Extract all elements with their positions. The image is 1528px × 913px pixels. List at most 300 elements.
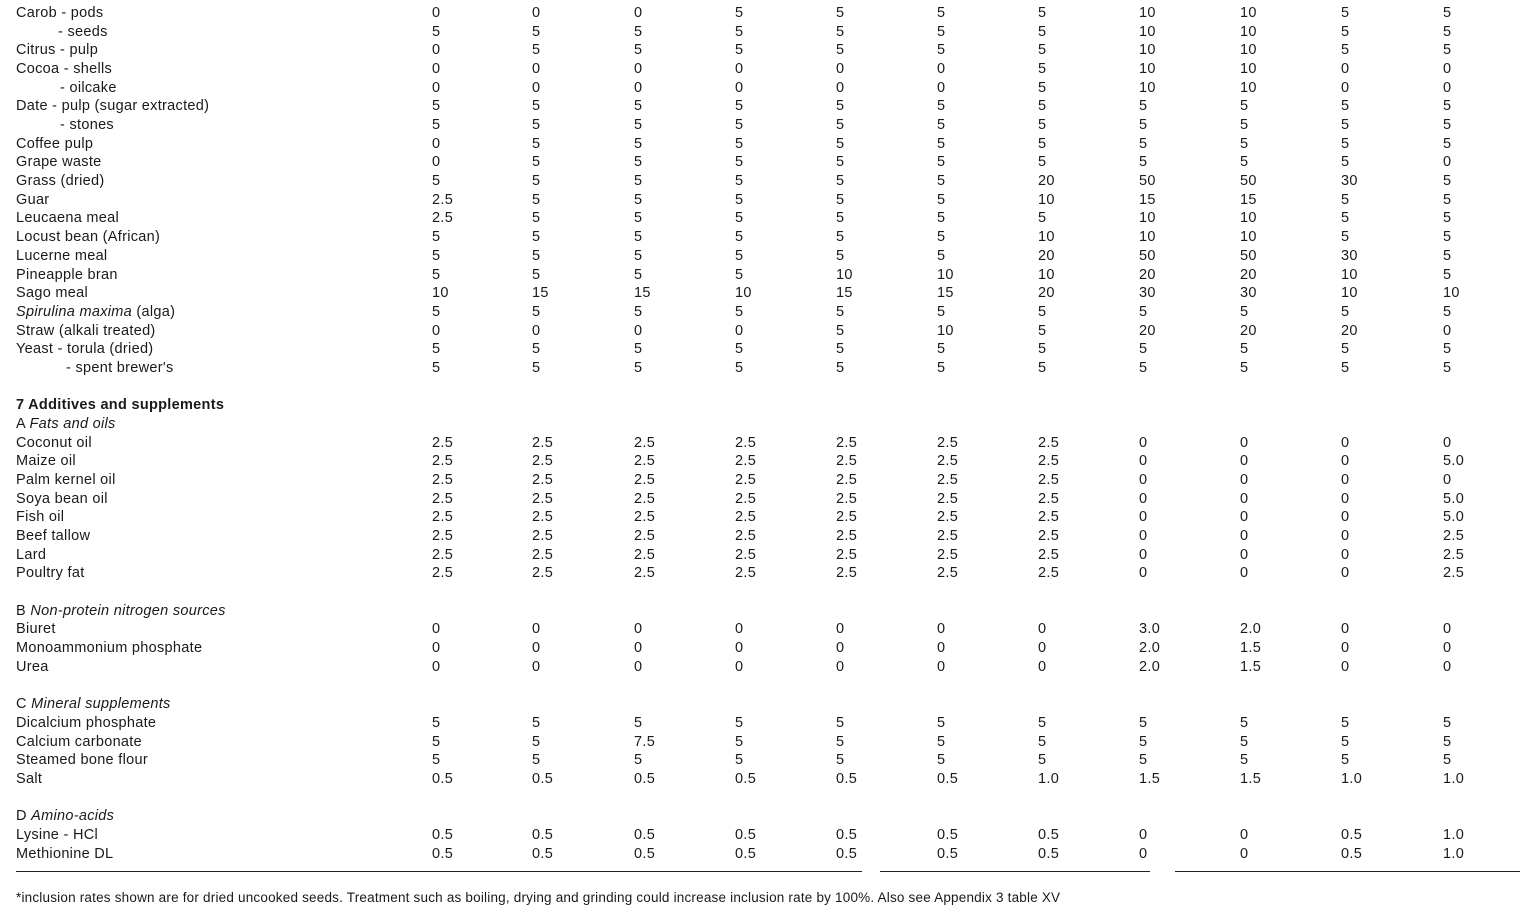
table-cell: 0 — [1139, 845, 1148, 862]
table-cell: 0 — [1443, 434, 1452, 451]
table-cell: 10 — [735, 285, 752, 302]
table-cell: 0.5 — [735, 845, 757, 862]
table-cell: 1.0 — [1443, 770, 1465, 787]
table-cell: 10 — [1139, 23, 1156, 40]
table-cell: 0.5 — [836, 770, 858, 787]
table-cell: 5 — [1139, 98, 1148, 115]
table-cell: 0 — [937, 658, 946, 675]
table-cell: 0 — [532, 79, 541, 96]
table-cell: 5 — [735, 23, 744, 40]
table-cell: 5 — [1341, 229, 1350, 246]
table-cell: 2.5 — [432, 191, 454, 208]
table-cell: 2.5 — [634, 453, 656, 470]
table-cell: 5 — [735, 752, 744, 769]
table-cell: 15 — [532, 285, 549, 302]
row-label: Urea — [16, 658, 49, 675]
table-cell: 5.0 — [1443, 453, 1465, 470]
table-cell: 5 — [1341, 23, 1350, 40]
table-cell: 5 — [735, 98, 744, 115]
table-cell: 5 — [532, 23, 541, 40]
table-cell: 2.5 — [432, 453, 454, 470]
table-cell: 5 — [1038, 42, 1047, 59]
row-label: Grape waste — [16, 154, 102, 171]
table-cell: 5 — [937, 229, 946, 246]
table-cell: 0.5 — [735, 770, 757, 787]
table-cell: 2.5 — [532, 509, 554, 526]
row-label: - seeds — [58, 23, 108, 40]
table-cell: 2.5 — [532, 546, 554, 563]
label-part: (alga) — [132, 303, 176, 320]
table-cell: 5 — [1038, 61, 1047, 78]
table-cell: 5 — [1038, 341, 1047, 358]
table-cell: 0 — [735, 658, 744, 675]
table-cell: 5 — [634, 210, 643, 227]
row-label: Yeast - torula (dried) — [16, 341, 154, 358]
table-cell: 0 — [1038, 640, 1047, 657]
table-cell: 5 — [937, 191, 946, 208]
table-cell: 0 — [836, 79, 845, 96]
table-cell: 5 — [1240, 98, 1249, 115]
table-cell: 0 — [1341, 546, 1350, 563]
table-cell: 2.5 — [432, 490, 454, 507]
row-label: Steamed bone flour — [16, 752, 148, 769]
table-cell: 5 — [1038, 322, 1047, 339]
table-cell: 2.5 — [937, 546, 959, 563]
sub-heading — [16, 602, 226, 621]
table-cell: 0 — [1139, 434, 1148, 451]
table-cell: 5 — [1240, 733, 1249, 750]
table-cell: 5 — [634, 42, 643, 59]
table-cell: 20 — [1038, 247, 1055, 264]
table-cell: 5 — [532, 117, 541, 134]
table-cell: 0 — [432, 640, 441, 657]
table-cell: 5 — [836, 229, 845, 246]
table-cell: 0.5 — [836, 845, 858, 862]
row-label: Salt — [16, 770, 43, 787]
table-cell: 1.5 — [1240, 770, 1262, 787]
section-heading: 7 Additives and supplements — [16, 397, 225, 414]
table-cell: 5 — [1341, 154, 1350, 171]
table-cell: 5 — [532, 42, 541, 59]
table-cell: 5 — [735, 229, 744, 246]
table-cell: 2.5 — [735, 546, 757, 563]
table-cell: 2.5 — [634, 528, 656, 545]
table-cell: 2.5 — [937, 490, 959, 507]
table-cell: 5 — [1139, 752, 1148, 769]
table-cell: 5 — [1443, 5, 1452, 21]
table-footnote: *inclusion rates shown are for dried uncooked seeds. Treatment such as boiling, drying and grinding could increase inclusion rate by 100%. Also see Appendix 3 table XV — [16, 890, 1061, 905]
table-cell: 5 — [836, 191, 845, 208]
label-part: Non-protein nitrogen sources — [30, 602, 226, 619]
table-cell: 5 — [937, 154, 946, 171]
table-cell: 5 — [1038, 359, 1047, 376]
table-cell: 2.5 — [836, 434, 858, 451]
table-cell: 5 — [937, 733, 946, 750]
row-label: Lucerne meal — [16, 247, 108, 264]
table-cell: 5 — [836, 210, 845, 227]
row-label: Date - pulp (sugar extracted) — [16, 98, 210, 115]
table-cell: 0 — [432, 135, 441, 152]
table-cell: 3.0 — [1139, 621, 1161, 638]
table-cell: 0 — [735, 79, 744, 96]
table-cell: 10 — [1240, 229, 1257, 246]
table-cell: 2.5 — [937, 509, 959, 526]
label-part: A — [16, 415, 30, 432]
table-cell: 0.5 — [432, 845, 454, 862]
table-cell: 5 — [1038, 23, 1047, 40]
table-cell: 5 — [1443, 359, 1452, 376]
table-cell: 0 — [532, 61, 541, 78]
table-cell: 20 — [1139, 322, 1156, 339]
table-cell: 0 — [937, 61, 946, 78]
table-cell: 5 — [937, 303, 946, 320]
table-cell: 0 — [532, 640, 541, 657]
table-cell: 5 — [937, 98, 946, 115]
table-cell: 50 — [1139, 247, 1156, 264]
table-cell: 0 — [1240, 528, 1249, 545]
table-cell: 0 — [1341, 79, 1350, 96]
table-cell: 20 — [1240, 266, 1257, 283]
table-cell: 2.5 — [1038, 565, 1060, 582]
table-cell: 2.5 — [1038, 528, 1060, 545]
table-cell: 1.5 — [1240, 640, 1262, 657]
table-cell: 2.5 — [937, 528, 959, 545]
table-cell: 0.5 — [735, 826, 757, 843]
row-label: Maize oil — [16, 453, 76, 470]
table-cell: 5 — [532, 341, 541, 358]
table-cell: 50 — [1139, 173, 1156, 190]
table-cell: 5 — [836, 98, 845, 115]
table-cell: 0.5 — [634, 770, 656, 787]
row-label: Pineapple bran — [16, 266, 118, 283]
table-cell: 5 — [1240, 117, 1249, 134]
table-cell: 0 — [432, 5, 441, 21]
table-cell: 10 — [836, 266, 853, 283]
table-cell: 5 — [735, 359, 744, 376]
table-cell: 0 — [1341, 621, 1350, 638]
table-cell: 0 — [937, 640, 946, 657]
table-cell: 5 — [1341, 752, 1350, 769]
row-label: Methionine DL — [16, 845, 114, 862]
table-cell: 5 — [836, 173, 845, 190]
table-cell: 5 — [1341, 359, 1350, 376]
table-cell: 5 — [1038, 733, 1047, 750]
table-cell: 5 — [1139, 303, 1148, 320]
table-cell: 0.5 — [432, 826, 454, 843]
table-cell: 2.5 — [634, 490, 656, 507]
table-cell: 5 — [937, 247, 946, 264]
table-cell: 5 — [1443, 173, 1452, 190]
table-cell: 5 — [1443, 42, 1452, 59]
table-cell: 1.0 — [1443, 845, 1465, 862]
table-cell: 0 — [1139, 490, 1148, 507]
label-part: C — [16, 696, 32, 713]
table-cell: 2.5 — [735, 565, 757, 582]
table-cell: 0 — [1240, 472, 1249, 488]
table-cell: 10 — [1240, 42, 1257, 59]
table-cell: 5 — [1240, 135, 1249, 152]
table-cell: 0 — [1240, 546, 1249, 563]
table-cell: 5 — [836, 5, 845, 21]
table-cell: 0 — [1240, 845, 1249, 862]
table-cell: 2.5 — [836, 453, 858, 470]
table-cell: 0 — [1240, 565, 1249, 582]
table-cell: 0 — [1341, 509, 1350, 526]
table-cell: 5 — [432, 247, 441, 264]
table-cell: 5 — [1038, 135, 1047, 152]
table-cell: 0.5 — [532, 826, 554, 843]
table-cell: 2.5 — [1443, 528, 1465, 545]
table-cell: 5 — [634, 117, 643, 134]
table-cell: 1.0 — [1443, 826, 1465, 843]
table-cell: 5 — [836, 359, 845, 376]
table-cell: 1.5 — [1240, 658, 1262, 675]
table-cell: 5 — [1341, 191, 1350, 208]
table-cell: 5 — [1341, 135, 1350, 152]
table-cell: 0 — [634, 61, 643, 78]
table-cell: 5 — [836, 303, 845, 320]
table-cell: 5 — [634, 266, 643, 283]
table-cell: 5 — [1038, 303, 1047, 320]
table-cell: 10 — [1038, 229, 1055, 246]
table-cell: 20 — [1240, 322, 1257, 339]
table-bottom-rule — [880, 871, 1150, 872]
table-cell: 5 — [1139, 117, 1148, 134]
table-cell: 5 — [634, 714, 643, 731]
table-cell: 5 — [1341, 341, 1350, 358]
label-part: Fats and oils — [29, 415, 116, 432]
table-cell: 5 — [432, 752, 441, 769]
table-cell: 0 — [1240, 826, 1249, 843]
table-cell: 5 — [1443, 341, 1452, 358]
table-cell: 2.5 — [1038, 453, 1060, 470]
table-cell: 0 — [634, 621, 643, 638]
table-cell: 5 — [937, 135, 946, 152]
table-cell: 15 — [1139, 191, 1156, 208]
table-cell: 5 — [532, 359, 541, 376]
table-cell: 0 — [1341, 434, 1350, 451]
table-cell: 5 — [836, 714, 845, 731]
table-cell: 5 — [532, 303, 541, 320]
table-cell: 0 — [634, 640, 643, 657]
table-cell: 2.5 — [634, 472, 656, 488]
table-cell: 0.5 — [1038, 826, 1060, 843]
row-label: Monoammonium phosphate — [16, 640, 203, 657]
table-cell: 0 — [1341, 528, 1350, 545]
table-cell: 20 — [1038, 285, 1055, 302]
table-cell: 5 — [1341, 303, 1350, 320]
table-cell: 5 — [836, 42, 845, 59]
table-cell: 5 — [432, 303, 441, 320]
table-cell: 2.5 — [836, 528, 858, 545]
table-cell: 0 — [432, 61, 441, 78]
table-cell: 2.5 — [836, 490, 858, 507]
table-cell: 5 — [1139, 733, 1148, 750]
table-cell: 5 — [735, 191, 744, 208]
table-cell: 5 — [937, 752, 946, 769]
table-cell: 2.5 — [532, 453, 554, 470]
table-cell: 2.5 — [532, 490, 554, 507]
row-label: Locust bean (African) — [16, 229, 161, 246]
table-cell: 0 — [532, 5, 541, 21]
table-cell: 0 — [937, 79, 946, 96]
table-cell: 5 — [735, 173, 744, 190]
table-cell: 5 — [735, 247, 744, 264]
table-cell: 5 — [634, 341, 643, 358]
table-cell: 5 — [1240, 359, 1249, 376]
table-cell: 5 — [836, 23, 845, 40]
table-cell: 0 — [1139, 826, 1148, 843]
table-cell: 5 — [532, 210, 541, 227]
table-cell: 5 — [432, 341, 441, 358]
table-cell: 5 — [634, 98, 643, 115]
table-cell: 5 — [1443, 247, 1452, 264]
table-cell: 10 — [1139, 79, 1156, 96]
table-cell: 5 — [1038, 79, 1047, 96]
table-cell: 0 — [735, 322, 744, 339]
table-cell: 30 — [1139, 285, 1156, 302]
sub-heading — [16, 695, 171, 714]
sub-heading — [16, 415, 116, 434]
table-cell: 5 — [1240, 341, 1249, 358]
table-cell: 2.5 — [735, 472, 757, 488]
table-cell: 5 — [634, 247, 643, 264]
table-cell: 10 — [1139, 5, 1156, 21]
table-cell: 2.5 — [937, 472, 959, 488]
row-label: Straw (alkali treated) — [16, 322, 156, 339]
table-cell: 0 — [735, 621, 744, 638]
table-cell: 5 — [1341, 98, 1350, 115]
table-cell: 15 — [836, 285, 853, 302]
table-cell: 20 — [1341, 322, 1358, 339]
table-cell: 5 — [432, 23, 441, 40]
table-cell: 5 — [1443, 752, 1452, 769]
table-cell: 15 — [937, 285, 954, 302]
table-cell: 5 — [1038, 5, 1047, 21]
row-label: Coffee pulp — [16, 135, 94, 152]
table-cell: 5 — [432, 266, 441, 283]
row-label: Citrus - pulp — [16, 42, 99, 59]
table-cell: 5 — [1443, 23, 1452, 40]
table-cell: 0 — [937, 621, 946, 638]
table-cell: 2.5 — [432, 509, 454, 526]
label-part: Spirulina maxima — [16, 303, 133, 320]
table-cell: 30 — [1240, 285, 1257, 302]
table-cell: 5 — [1139, 135, 1148, 152]
table-cell: 0 — [532, 658, 541, 675]
table-cell: 5 — [735, 154, 744, 171]
row-label: Leucaena meal — [16, 210, 120, 227]
table-cell: 5 — [1443, 135, 1452, 152]
table-cell: 2.5 — [836, 509, 858, 526]
table-cell: 5 — [1240, 303, 1249, 320]
table-cell: 0 — [432, 322, 441, 339]
table-cell: 50 — [1240, 247, 1257, 264]
table-cell: 0 — [634, 322, 643, 339]
table-cell: 0 — [1341, 640, 1350, 657]
table-cell: 5 — [735, 341, 744, 358]
table-cell: 0.5 — [1341, 826, 1363, 843]
table-cell: 0 — [634, 79, 643, 96]
table-cell: 2.5 — [634, 546, 656, 563]
table-cell: 0 — [1443, 154, 1452, 171]
row-label: Sago meal — [16, 285, 89, 302]
table-cell: 0.5 — [634, 826, 656, 843]
table-cell: 0 — [1038, 621, 1047, 638]
table-cell: 0 — [1443, 472, 1452, 488]
table-cell: 2.5 — [1443, 565, 1465, 582]
table-cell: 0 — [634, 658, 643, 675]
table-cell: 1.0 — [1341, 770, 1363, 787]
table-cell: 0 — [1240, 434, 1249, 451]
table-cell: 50 — [1240, 173, 1257, 190]
table-cell: 0.5 — [1341, 845, 1363, 862]
table-cell: 5 — [937, 173, 946, 190]
table-cell: 2.5 — [937, 565, 959, 582]
table-cell: 10 — [1240, 61, 1257, 78]
table-cell: 5 — [532, 229, 541, 246]
row-label: Biuret — [16, 621, 56, 638]
table-cell: 2.5 — [735, 528, 757, 545]
table-cell: 5 — [432, 714, 441, 731]
table-cell: 5 — [532, 733, 541, 750]
row-label: Grass (dried) — [16, 173, 105, 190]
table-cell: 2.5 — [532, 565, 554, 582]
row-label: Poultry fat — [16, 565, 85, 582]
table-cell: 10 — [937, 322, 954, 339]
row-label: Lysine - HCl — [16, 826, 99, 843]
row-label: Carob - pods — [16, 5, 104, 21]
table-cell: 5 — [532, 173, 541, 190]
table-cell: 5 — [532, 135, 541, 152]
table-cell: 5 — [735, 42, 744, 59]
table-cell: 5 — [735, 5, 744, 21]
table-cell: 0.5 — [937, 845, 959, 862]
table-cell: 2.5 — [634, 509, 656, 526]
table-cell: 0 — [1240, 509, 1249, 526]
table-cell: 0.5 — [937, 770, 959, 787]
table-cell: 5 — [937, 117, 946, 134]
table-cell: 0 — [1240, 453, 1249, 470]
table-cell: 0 — [432, 79, 441, 96]
table-cell: 0 — [1443, 658, 1452, 675]
table-cell: 15 — [634, 285, 651, 302]
table-cell: 5 — [836, 733, 845, 750]
table-cell: 0 — [432, 658, 441, 675]
label-part: D — [16, 808, 32, 825]
table-cell: 2.5 — [432, 434, 454, 451]
table-cell: 0 — [1139, 546, 1148, 563]
table-cell: 5 — [532, 266, 541, 283]
table-cell: 2.5 — [735, 453, 757, 470]
table-cell: 5 — [1240, 714, 1249, 731]
table-cell: 10 — [1443, 285, 1460, 302]
table-cell: 5 — [735, 135, 744, 152]
table-cell: 10 — [1038, 266, 1055, 283]
table-cell: 0 — [1443, 79, 1452, 96]
table-cell: 2.5 — [432, 528, 454, 545]
table-cell: 0 — [1240, 490, 1249, 507]
table-cell: 0 — [1443, 640, 1452, 657]
table-cell: 5 — [735, 733, 744, 750]
table-cell: 5 — [1038, 117, 1047, 134]
table-cell: 5 — [1443, 98, 1452, 115]
row-label: Guar — [16, 191, 50, 208]
table-cell: 5 — [836, 341, 845, 358]
table-cell: 5 — [1443, 117, 1452, 134]
table-cell: 5 — [836, 117, 845, 134]
table-cell: 5 — [836, 247, 845, 264]
